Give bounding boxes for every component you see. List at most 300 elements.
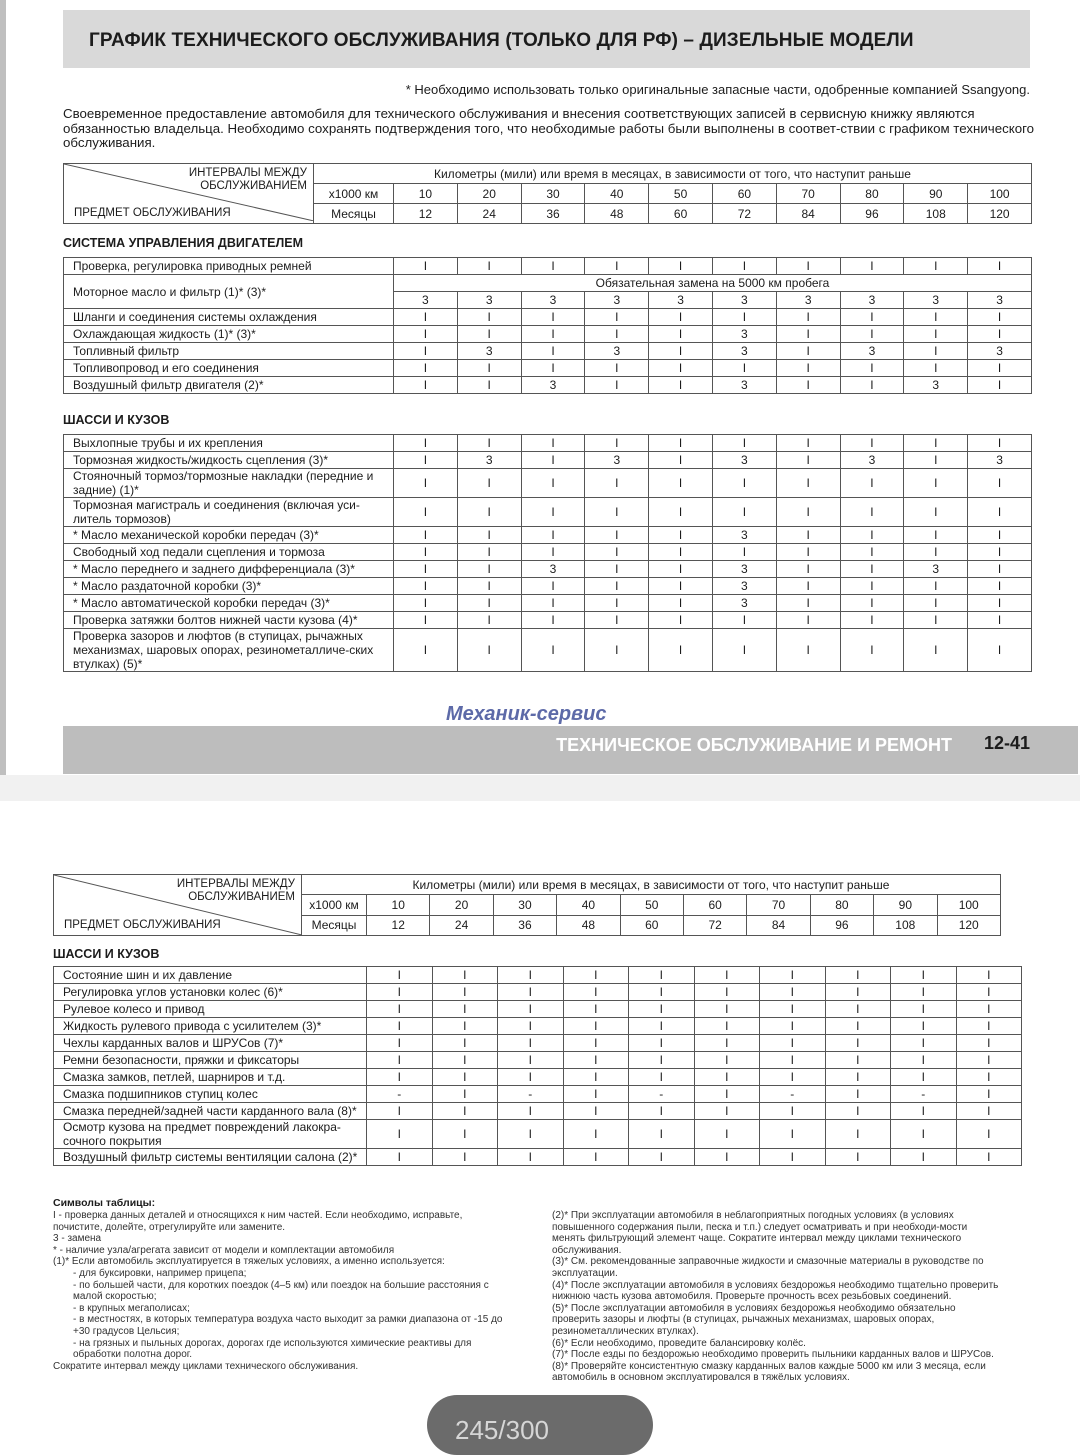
interval-cell: 3 — [712, 452, 776, 469]
row-label: Состояние шин и их давление — [54, 967, 367, 984]
legend-entry: (6)* Если необходимо, проведите балансировку колёс. — [552, 1337, 806, 1349]
section-title-chassis-2: ШАССИ И КУЗОВ — [53, 947, 160, 961]
interval-cell: I — [498, 1103, 564, 1120]
km-label: x1000 км — [314, 184, 394, 204]
interval-cell: I — [585, 629, 649, 672]
interval-cell: I — [394, 498, 458, 527]
interval-cell: I — [367, 1001, 433, 1018]
interval-cell: I — [840, 561, 904, 578]
row-label: Ремни безопасности, пряжки и фиксаторы — [54, 1052, 367, 1069]
interval-cell: 3 — [457, 292, 521, 309]
interval-cell: I — [521, 612, 585, 629]
km-value: 40 — [557, 895, 620, 915]
table-row — [64, 544, 1032, 561]
watermark: Механик-сервис — [446, 703, 607, 725]
interval-cell: I — [498, 1052, 564, 1069]
row-label: * Масло раздаточной коробки (3)* — [64, 578, 394, 595]
interval-cell: I — [498, 1035, 564, 1052]
interval-cell: I — [585, 377, 649, 394]
interval-cell: 3 — [712, 561, 776, 578]
km-value: 40 — [585, 184, 649, 204]
interval-cell: I — [825, 1018, 891, 1035]
table-row — [54, 1120, 1022, 1149]
row-label: Осмотр кузова на предмет повреждений лакокра-сочного покрытия — [54, 1120, 367, 1149]
interval-cell: I — [760, 1035, 826, 1052]
interval-cell: I — [891, 1018, 957, 1035]
interval-cell: I — [563, 1001, 629, 1018]
km-value: 50 — [620, 895, 683, 915]
interval-cell: I — [457, 469, 521, 498]
interval-cell: I — [694, 1086, 760, 1103]
interval-cell: I — [521, 578, 585, 595]
legend-left — [53, 1210, 503, 1372]
interval-cell: I — [585, 258, 649, 275]
legend-entry: - на грязных и пыльных дорогах, дорогах где используются химические реактивы для обработки полотна дорог. — [73, 1337, 472, 1361]
section-title-chassis: ШАССИ И КУЗОВ — [63, 413, 170, 427]
interval-cell: I — [649, 469, 713, 498]
interval-cell: I — [825, 1001, 891, 1018]
interval-cell: I — [521, 343, 585, 360]
interval-cell: I — [956, 984, 1022, 1001]
months-value: 84 — [776, 204, 840, 224]
interval-cell: I — [776, 343, 840, 360]
interval-cell: I — [968, 258, 1032, 275]
interval-cell: I — [649, 435, 713, 452]
table-row — [64, 595, 1032, 612]
interval-cell: I — [904, 595, 968, 612]
km-value: 10 — [367, 895, 430, 915]
interval-cell: I — [367, 1018, 433, 1035]
interval-cell: I — [840, 629, 904, 672]
table-row — [64, 469, 1032, 498]
interval-cell: I — [968, 377, 1032, 394]
interval-cell: I — [825, 967, 891, 984]
interval-cell: 3 — [585, 452, 649, 469]
interval-cell: I — [521, 309, 585, 326]
interval-cell: 3 — [649, 292, 713, 309]
interval-cell: I — [629, 1001, 695, 1018]
interval-cell: I — [956, 1086, 1022, 1103]
interval-cell: I — [694, 1018, 760, 1035]
row-label: Воздушный фильтр двигателя (2)* — [64, 377, 394, 394]
interval-cell: I — [457, 435, 521, 452]
interval-cell: I — [760, 1103, 826, 1120]
interval-cell: - — [891, 1086, 957, 1103]
row-label: Тормозная магистраль и соединения (включая уси-литель тормозов) — [64, 498, 394, 527]
interval-cell: I — [498, 1069, 564, 1086]
interval-cell: I — [629, 1035, 695, 1052]
table-row — [54, 1149, 1022, 1166]
interval-cell: I — [394, 377, 458, 394]
row-label: Смазка передней/задней части карданного вала (8)* — [54, 1103, 367, 1120]
interval-cell: I — [432, 1120, 498, 1149]
interval-cell: I — [968, 498, 1032, 527]
km-value: 70 — [747, 895, 810, 915]
legend-entry: (8)* Проверяйте консистентную смазку карданных валов каждые 5000 км или 3 месяца, если автомобиль в основном эксплуатировался в тяжёлых условиях. — [552, 1360, 986, 1384]
interval-cell: I — [776, 629, 840, 672]
table-row — [54, 1086, 1022, 1103]
interval-cell: 3 — [712, 292, 776, 309]
interval-cell: I — [712, 498, 776, 527]
months-value: 108 — [904, 204, 968, 224]
page-title: ГРАФИК ТЕХНИЧЕСКОГО ОБСЛУЖИВАНИЯ (ТОЛЬКО ДЛЯ РФ) – ДИЗЕЛЬНЫЕ МОДЕЛИ — [89, 30, 914, 51]
page-indicator-text: 245/300 — [455, 1415, 549, 1445]
interval-cell: I — [904, 326, 968, 343]
interval-cell: I — [563, 984, 629, 1001]
interval-cell: I — [394, 435, 458, 452]
row-label: Воздушный фильтр системы вентиляции салона (2)* — [54, 1149, 367, 1166]
row-label: Смазка замков, петлей, шарниров и т.д. — [54, 1069, 367, 1086]
interval-cell: I — [585, 561, 649, 578]
interval-header-table — [63, 163, 1032, 224]
row-label: Моторное масло и фильтр (1)* (3)* — [64, 275, 394, 309]
interval-cell: I — [904, 629, 968, 672]
interval-cell: I — [394, 452, 458, 469]
interval-cell: I — [840, 360, 904, 377]
interval-cell: I — [904, 452, 968, 469]
row-label: Топливопровод и его соединения — [64, 360, 394, 377]
km-value: 80 — [840, 184, 904, 204]
row-label: Охлаждающая жидкость (1)* (3)* — [64, 326, 394, 343]
interval-cell: I — [891, 984, 957, 1001]
interval-cell: I — [457, 544, 521, 561]
table-row — [64, 612, 1032, 629]
interval-cell: I — [968, 360, 1032, 377]
interval-cell: 3 — [712, 326, 776, 343]
table-row — [64, 360, 1032, 377]
interval-cell: I — [563, 1052, 629, 1069]
interval-cell: I — [712, 258, 776, 275]
legend-entry: (4)* После эксплуатации автомобиля в условиях бездорожья необходимо тщательно проверить нижнюю часть кузова автомобиля. Проверьте прочность всех резьбовых соединений. — [552, 1279, 999, 1303]
interval-cell: I — [760, 1052, 826, 1069]
interval-cell: I — [649, 498, 713, 527]
interval-cell: I — [521, 527, 585, 544]
row-label: Жидкость рулевого привода с усилителем (3)* — [54, 1018, 367, 1035]
legend-entry: - в крупных мегаполисах; — [73, 1302, 190, 1314]
interval-cell: I — [694, 1001, 760, 1018]
interval-cell: I — [432, 1103, 498, 1120]
months-value: 96 — [810, 915, 873, 935]
interval-cell: I — [968, 326, 1032, 343]
interval-cell: I — [521, 498, 585, 527]
interval-cell: I — [457, 612, 521, 629]
row-label: Проверка затяжки болтов нижней части кузова (4)* — [64, 612, 394, 629]
months-value: 36 — [521, 204, 585, 224]
interval-cell: I — [825, 1120, 891, 1149]
interval-cell: I — [457, 498, 521, 527]
interval-cell: 3 — [712, 377, 776, 394]
months-value: 60 — [620, 915, 683, 935]
interval-cell: I — [649, 595, 713, 612]
item-label: ПРЕДМЕТ ОБСЛУЖИВАНИЯ — [74, 207, 231, 219]
interval-span-label: Километры (мили) или время в месяцах, в зависимости от того, что наступит раньше — [302, 875, 1001, 895]
interval-cell: I — [649, 258, 713, 275]
interval-cell: I — [712, 360, 776, 377]
interval-cell: 3 — [904, 292, 968, 309]
interval-cell: I — [457, 527, 521, 544]
footer-banner — [63, 726, 1078, 774]
interval-cell: 3 — [904, 561, 968, 578]
interval-cell: I — [840, 469, 904, 498]
interval-cell: I — [649, 561, 713, 578]
interval-cell: I — [891, 1001, 957, 1018]
footer-title: ТЕХНИЧЕСКОЕ ОБСЛУЖИВАНИЕ И РЕМОНТ — [556, 735, 952, 755]
chassis-table-1 — [63, 434, 1032, 672]
row-label: Тормозная жидкость/жидкость сцепления (3)* — [64, 452, 394, 469]
interval-span-label: Километры (мили) или время в месяцах, в зависимости от того, что наступит раньше — [314, 164, 1032, 184]
row-label: Шланги и соединения системы охлаждения — [64, 309, 394, 326]
interval-cell: I — [776, 377, 840, 394]
interval-cell: I — [776, 469, 840, 498]
interval-cell: I — [457, 326, 521, 343]
interval-cell: I — [956, 1035, 1022, 1052]
legend-entry: (7)* После езды по бездорожью необходимо проверить пыльники карданных валов и ШРУСов. — [552, 1349, 994, 1361]
interval-cell: I — [825, 1052, 891, 1069]
interval-cell: I — [776, 595, 840, 612]
interval-cell: I — [629, 1052, 695, 1069]
interval-cell: I — [694, 1052, 760, 1069]
interval-cell: I — [521, 629, 585, 672]
interval-cell: 3 — [394, 292, 458, 309]
interval-cell: I — [367, 1103, 433, 1120]
interval-cell: 3 — [776, 292, 840, 309]
months-value: 24 — [430, 915, 493, 935]
interval-cell: 3 — [840, 343, 904, 360]
interval-cell: I — [457, 377, 521, 394]
interval-cell: I — [840, 377, 904, 394]
row-label: Смазка подшипников ступиц колес — [54, 1086, 367, 1103]
legend-entry: (2)* При эксплуатации автомобиля в неблагоприятных погодных условиях (в условиях повышенного содержания пыли, песка и т.п.) следует осматривать и при необходи-мости менять фильтрующий элемент чаще. Сократите интервал между циклами технического обслуживания. — [552, 1210, 968, 1256]
interval-cell: I — [712, 629, 776, 672]
km-value: 10 — [394, 184, 458, 204]
interval-cell: I — [498, 1120, 564, 1149]
interval-cell: - — [760, 1086, 826, 1103]
legend-entry: - по большей части, для коротких поездок (4–5 км) или поездок на большие расстояния с малой скоростью; — [73, 1279, 489, 1303]
interval-cell: I — [968, 435, 1032, 452]
interval-cell: I — [563, 1120, 629, 1149]
row-label: * Масло механической коробки передач (3)* — [64, 527, 394, 544]
interval-cell: I — [367, 1149, 433, 1166]
interval-cell: I — [840, 544, 904, 561]
interval-cell: I — [968, 612, 1032, 629]
interval-cell: I — [904, 435, 968, 452]
table-row — [64, 275, 1032, 292]
legend-entry: 3 - замена — [53, 1233, 102, 1245]
interval-cell: I — [563, 1018, 629, 1035]
interval-cell: 3 — [968, 452, 1032, 469]
interval-cell: 3 — [457, 452, 521, 469]
table-row — [64, 343, 1032, 360]
interval-cell: I — [521, 544, 585, 561]
interval-cell: I — [956, 1149, 1022, 1166]
interval-cell: I — [776, 498, 840, 527]
interval-cell: I — [760, 1120, 826, 1149]
interval-cell: I — [825, 1035, 891, 1052]
interval-cell: I — [394, 343, 458, 360]
row-label: Проверка, регулировка приводных ремней — [64, 258, 394, 275]
row-label: Рулевое колесо и привод — [54, 1001, 367, 1018]
interval-cell: I — [367, 1120, 433, 1149]
table-row — [64, 578, 1032, 595]
interval-cell: I — [840, 326, 904, 343]
km-value: 70 — [776, 184, 840, 204]
interval-cell: I — [629, 1018, 695, 1035]
interval-cell: 3 — [457, 343, 521, 360]
interval-cell: I — [629, 1120, 695, 1149]
interval-cell: I — [457, 360, 521, 377]
interval-cell: I — [956, 1069, 1022, 1086]
interval-cell: 3 — [521, 561, 585, 578]
interval-cell: I — [457, 561, 521, 578]
interval-cell: I — [712, 309, 776, 326]
interval-cell: I — [585, 469, 649, 498]
table-row — [64, 377, 1032, 394]
interval-cell: I — [563, 967, 629, 984]
interval-cell: 3 — [968, 292, 1032, 309]
interval-cell: I — [840, 578, 904, 595]
interval-cell: I — [712, 612, 776, 629]
interval-cell: I — [956, 1103, 1022, 1120]
row-label: Свободный ход педали сцепления и тормоза — [64, 544, 394, 561]
interval-cell: I — [760, 1149, 826, 1166]
interval-cell: I — [760, 1018, 826, 1035]
interval-cell: I — [498, 1149, 564, 1166]
interval-cell: I — [776, 612, 840, 629]
km-value: 60 — [683, 895, 746, 915]
interval-cell: I — [776, 578, 840, 595]
months-value: 36 — [493, 915, 556, 935]
interval-cell: I — [891, 1035, 957, 1052]
interval-cell: I — [521, 469, 585, 498]
header-diagonal-cell — [64, 164, 314, 224]
interval-cell: I — [825, 1103, 891, 1120]
interval-cell: I — [432, 1052, 498, 1069]
interval-cell: I — [825, 1086, 891, 1103]
section-title-engine: СИСТЕМА УПРАВЛЕНИЯ ДВИГАТЕЛЕМ — [63, 236, 304, 250]
interval-cell: I — [956, 1120, 1022, 1149]
interval-cell: I — [694, 1120, 760, 1149]
item-label: ПРЕДМЕТ ОБСЛУЖИВАНИЯ — [64, 919, 221, 931]
interval-cell: I — [956, 1018, 1022, 1035]
legend-entry: I - проверка данных деталей и относящихся к ним частей. Если необходимо, исправьте, почистите, долейте, отрегулируйте или замените. — [53, 1210, 463, 1233]
intervals-label: ИНТЕРВАЛЫ МЕЖДУ ОБСЛУЖИВАНИЕМ — [176, 878, 295, 903]
months-value: 24 — [457, 204, 521, 224]
months-value: 48 — [557, 915, 620, 935]
interval-cell: I — [891, 1052, 957, 1069]
interval-cell: I — [521, 360, 585, 377]
interval-cell: I — [585, 595, 649, 612]
interval-cell: I — [629, 1103, 695, 1120]
interval-cell: I — [394, 326, 458, 343]
interval-cell: I — [585, 578, 649, 595]
interval-cell: 3 — [712, 343, 776, 360]
interval-cell: I — [629, 1069, 695, 1086]
interval-cell: 3 — [521, 292, 585, 309]
page-number: 12-41 — [983, 733, 1030, 753]
row-label: Стояночный тормоз/тормозные накладки (передние и задние) (1)* — [64, 469, 394, 498]
interval-cell: 3 — [712, 578, 776, 595]
interval-cell: 3 — [585, 292, 649, 309]
interval-cell: I — [776, 326, 840, 343]
interval-cell: I — [521, 258, 585, 275]
km-value: 20 — [430, 895, 493, 915]
interval-cell: 3 — [712, 527, 776, 544]
interval-cell: I — [367, 1069, 433, 1086]
interval-cell: I — [891, 1149, 957, 1166]
km-value: 60 — [712, 184, 776, 204]
interval-cell: I — [891, 1069, 957, 1086]
km-value: 20 — [457, 184, 521, 204]
interval-cell: I — [432, 1035, 498, 1052]
interval-cell: I — [891, 1103, 957, 1120]
interval-cell: I — [694, 1035, 760, 1052]
interval-cell: I — [840, 595, 904, 612]
interval-cell: I — [968, 595, 1032, 612]
table-row — [64, 258, 1032, 275]
interval-cell: I — [840, 612, 904, 629]
interval-cell: I — [585, 435, 649, 452]
interval-cell: I — [694, 1103, 760, 1120]
row-label: Чехлы карданных валов и ШРУСов (7)* — [54, 1035, 367, 1052]
interval-cell: I — [432, 984, 498, 1001]
legend-entry: (5)* После эксплуатации автомобиля в условиях бездорожья необходимо обязательно проверить зазоры и люфты (в ступицах, рычажных механизмах, шаровых опорах, резинометаллических втулках). — [552, 1302, 956, 1337]
interval-cell: I — [694, 967, 760, 984]
interval-cell: I — [694, 1069, 760, 1086]
interval-cell: 3 — [840, 452, 904, 469]
interval-cell: I — [825, 984, 891, 1001]
interval-cell: I — [563, 1103, 629, 1120]
months-value: 120 — [937, 915, 1000, 935]
interval-cell: I — [712, 544, 776, 561]
interval-cell: I — [904, 544, 968, 561]
interval-cell: I — [840, 258, 904, 275]
interval-cell: I — [760, 967, 826, 984]
interval-cell: I — [649, 377, 713, 394]
chassis-table-2 — [53, 966, 1022, 1166]
header-diagonal-cell — [54, 875, 302, 936]
km-value: 50 — [649, 184, 713, 204]
interval-cell: I — [432, 1018, 498, 1035]
interval-cell: 3 — [840, 292, 904, 309]
row-label: Выхлопные трубы и их крепления — [64, 435, 394, 452]
interval-cell: I — [629, 1149, 695, 1166]
interval-cell: I — [394, 544, 458, 561]
interval-cell: I — [521, 452, 585, 469]
table-row — [54, 1001, 1022, 1018]
table-row — [54, 967, 1022, 984]
interval-cell: I — [904, 343, 968, 360]
interval-cell: I — [760, 984, 826, 1001]
interval-cell: I — [367, 967, 433, 984]
interval-header-table-2 — [53, 874, 1001, 936]
interval-cell: - — [498, 1086, 564, 1103]
legend-entry: (1)* Если автомобиль эксплуатируется в тяжелых условиях, а именно используется: — [53, 1256, 445, 1268]
interval-cell: I — [712, 469, 776, 498]
interval-cell: I — [904, 612, 968, 629]
table-row — [64, 561, 1032, 578]
legend-entry: - для буксировки, например прицепа; — [73, 1267, 247, 1279]
interval-cell: I — [776, 360, 840, 377]
table-row — [64, 309, 1032, 326]
row-label: Топливный фильтр — [64, 343, 394, 360]
interval-cell: I — [394, 595, 458, 612]
table-row — [54, 1035, 1022, 1052]
interval-cell: I — [840, 309, 904, 326]
interval-cell: I — [521, 435, 585, 452]
interval-cell: I — [585, 527, 649, 544]
interval-cell: 3 — [712, 595, 776, 612]
months-value: 60 — [649, 204, 713, 224]
